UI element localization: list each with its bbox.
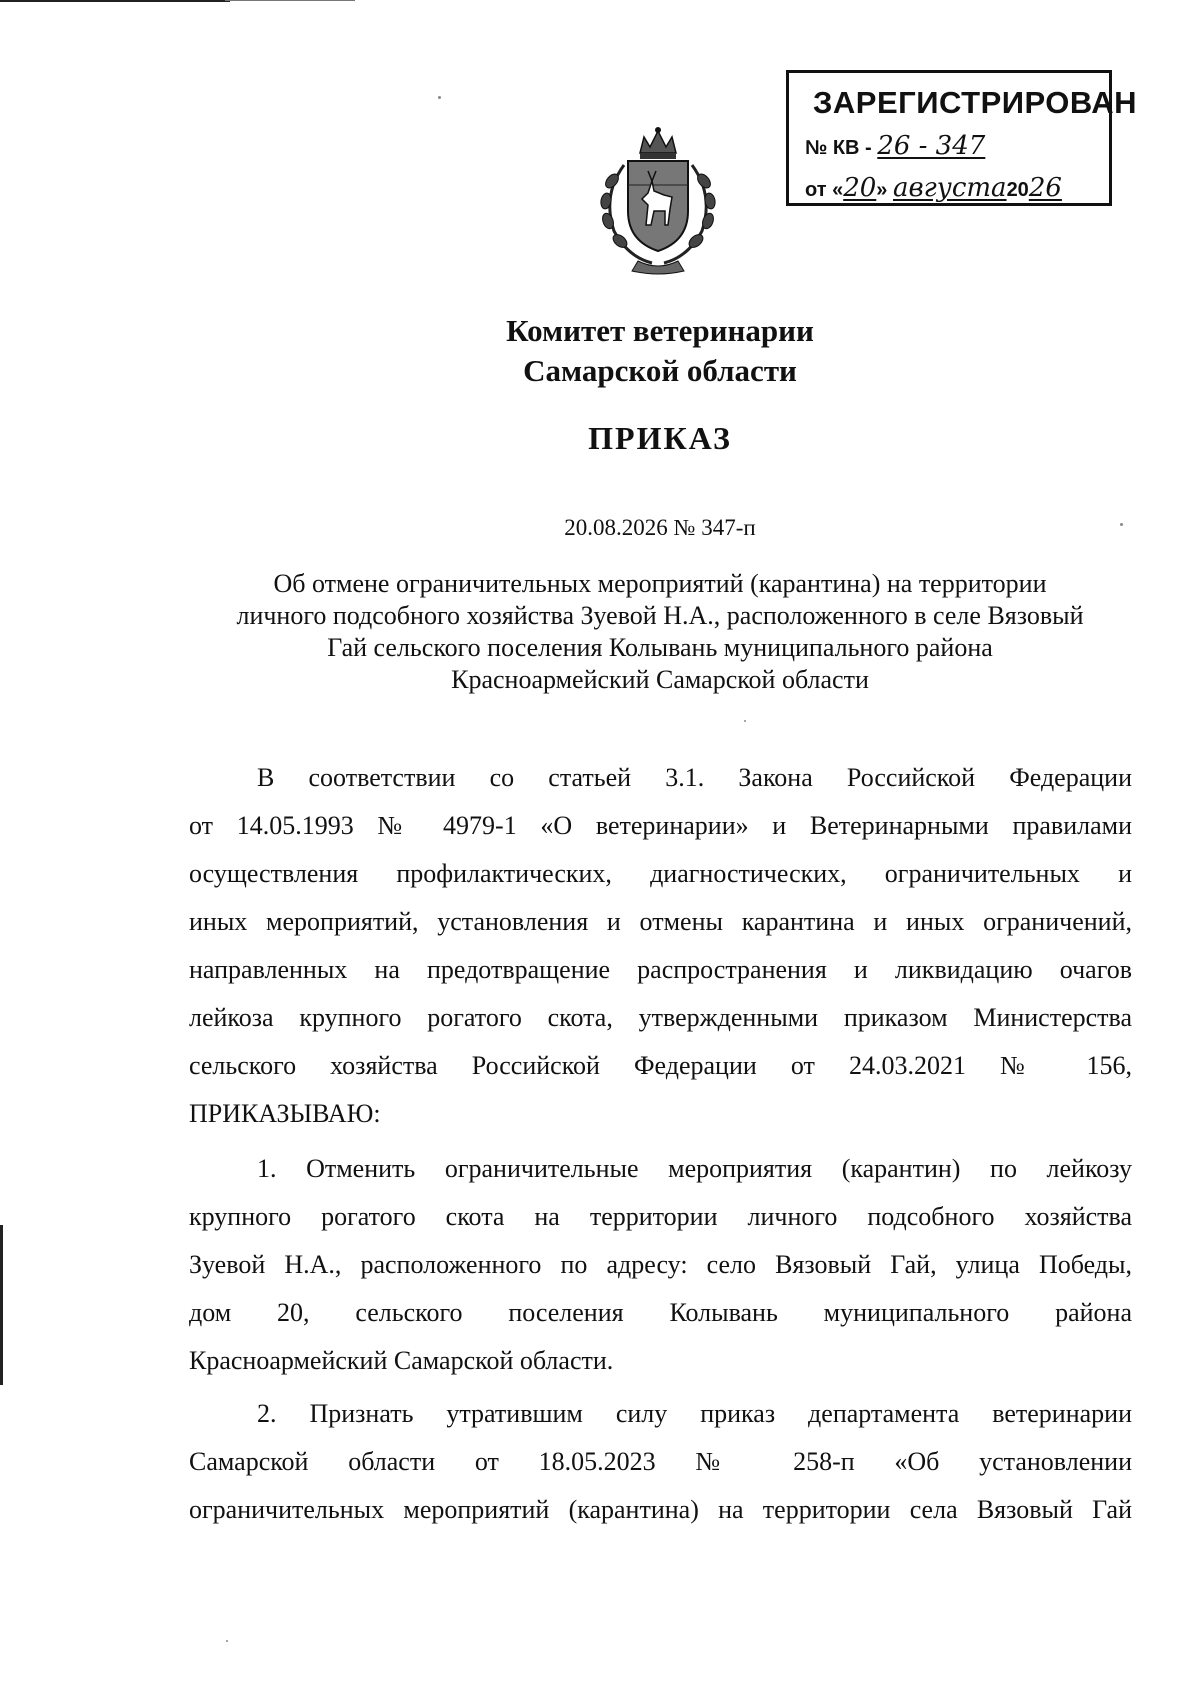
scan-speck <box>226 1640 228 1642</box>
registration-stamp <box>786 70 1138 206</box>
body-text-line: сельского хозяйства Российской Федерации от 24.03.2021 № 156, <box>189 1051 1132 1080</box>
stamp-date-year-prefix: 20 <box>1006 179 1029 201</box>
stamp-date-line <box>805 173 1062 203</box>
scan-speck <box>1120 523 1123 526</box>
body-text-line: Красноармейский Самарской области. <box>189 1346 614 1375</box>
stamp-date-day: 20 <box>843 173 877 203</box>
organization-name-line2: Самарской области <box>523 353 797 388</box>
body-text-line: осуществления профилактических, диагностических, ограничительных и <box>189 859 1132 888</box>
stamp-date-prefix: от « <box>805 179 844 201</box>
coat-of-arms-icon <box>588 125 728 275</box>
body-text-line: 1. Отменить ограничительные мероприятия (карантин) по лейкозу <box>257 1154 1132 1183</box>
stamp-date-mid: » <box>876 179 888 201</box>
body-text-line: Зуевой Н.А., расположенного по адресу: село Вязовый Гай, улица Победы, <box>189 1250 1132 1279</box>
scan-edge-line <box>225 0 355 1</box>
body-text-line: направленных на предотвращение распространения и ликвидацию очагов <box>189 955 1132 984</box>
scan-edge-mark <box>0 1225 3 1385</box>
body-text-line: от 14.05.1993 № 4979-1 «О ветеринарии» и Ветеринарными правилами <box>189 811 1132 840</box>
body-text-line: ограничительных мероприятий (карантина) на территории села Вязовый Гай <box>189 1495 1132 1524</box>
scan-speck <box>744 720 746 722</box>
stamp-date-month: августа <box>892 173 1007 203</box>
organization-name-line1: Комитет ветеринарии <box>506 313 814 348</box>
body-text-line: лейкоза крупного рогатого скота, утвержденными приказом Министерства <box>189 1003 1132 1032</box>
document-type-title: ПРИКАЗ <box>588 420 732 456</box>
body-text-line: Самарской области от 18.05.2023 № 258-п «Об установлении <box>189 1447 1132 1476</box>
body-text-line: В соответствии со статьей 3.1. Закона Российской Федерации <box>257 763 1132 792</box>
stamp-date-year-suffix: 26 <box>1028 173 1062 203</box>
stamp-number-label: № КВ - <box>805 137 872 159</box>
body-text-line: 2. Признать утратившим силу приказ департамента ветеринарии <box>257 1399 1132 1428</box>
body-text-line: крупного рогатого скота на территории личного подсобного хозяйства <box>189 1202 1132 1231</box>
subject-line: Красноармейский Самарской области <box>451 665 869 694</box>
subject-line: личного подсобного хозяйства Зуевой Н.А., расположенного в селе Вязовый <box>236 601 1084 630</box>
body-text-line: ПРИКАЗЫВАЮ: <box>189 1099 381 1128</box>
stamp-number-line <box>805 131 985 161</box>
stamp-number-value: 26 - 347 <box>877 131 986 161</box>
body-text-line: дом 20, сельского поселения Колывань муниципального района <box>189 1298 1132 1327</box>
scan-edge-line <box>0 0 230 2</box>
subject-line: Об отмене ограничительных мероприятий (карантина) на территории <box>273 569 1047 598</box>
stamp-title: ЗАРЕГИСТРИРОВАН <box>813 85 1138 120</box>
subject-line: Гай сельского поселения Колывань муниципального района <box>327 633 993 662</box>
document-date-number: 20.08.2026 № 347-п <box>564 515 756 540</box>
scan-speck <box>438 96 441 99</box>
body-text-line: иных мероприятий, установления и отмены карантина и иных ограничений, <box>189 907 1132 936</box>
